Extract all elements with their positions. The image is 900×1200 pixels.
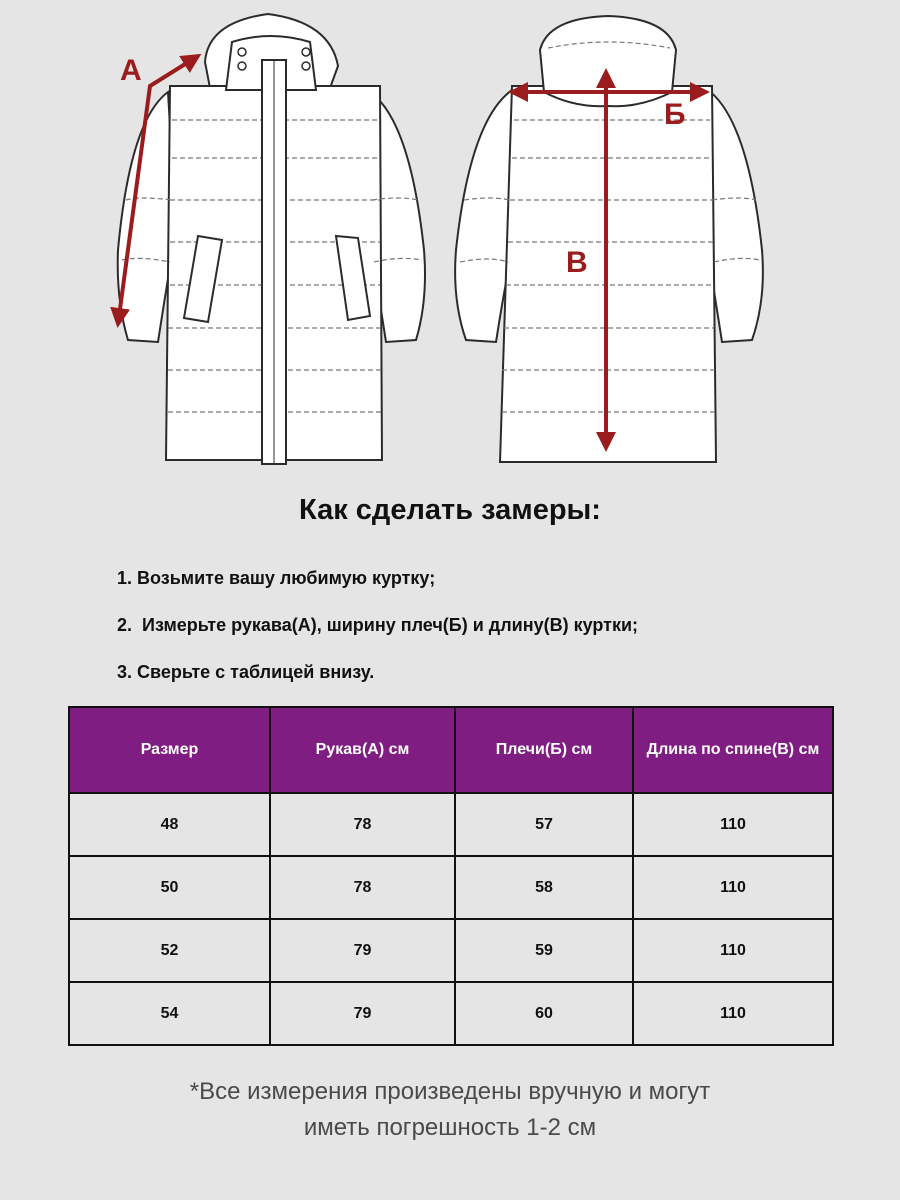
table-cell: 110: [633, 793, 833, 856]
table-row: [69, 919, 833, 982]
disclaimer-line-1: *Все измерения произведены вручную и могут: [189, 1078, 711, 1105]
size-table: [68, 706, 834, 1046]
table-cell: 52: [69, 919, 270, 982]
table-cell: 54: [69, 982, 270, 1045]
table-cell: 78: [270, 856, 455, 919]
table-cell: 48: [69, 793, 270, 856]
table-cell: 79: [270, 919, 455, 982]
measurement-disclaimer: [0, 1074, 900, 1146]
table-cell: 110: [633, 856, 833, 919]
sleeve-label: А: [120, 54, 142, 87]
table-cell: 50: [69, 856, 270, 919]
table-cell: 110: [633, 919, 833, 982]
table-cell: 79: [270, 982, 455, 1045]
table-cell: 60: [455, 982, 633, 1045]
table-row: [69, 793, 833, 856]
header-sleeve: Рукав(А) см: [270, 707, 455, 793]
disclaimer-line-2: иметь погрешность 1-2 см: [303, 1114, 597, 1141]
header-size: Размер: [69, 707, 270, 793]
shoulders-label: Б: [664, 98, 686, 131]
table-row: [69, 856, 833, 919]
table-cell: 57: [455, 793, 633, 856]
table-cell: 59: [455, 919, 633, 982]
jacket-measurement-illustration: [0, 0, 900, 480]
table-row: [69, 982, 833, 1045]
instruction-step: 3. Сверьте с таблицей внизу.: [117, 662, 375, 682]
jacket-back-drawing: [455, 16, 763, 462]
page-title: Как сделать замеры:: [299, 494, 601, 526]
table-cell: 78: [270, 793, 455, 856]
instruction-step: 2. Измерьте рукава(А), ширину плеч(Б) и длину(В) куртки;: [117, 615, 639, 635]
instruction-step: 1. Возьмите вашу любимую куртку;: [117, 568, 436, 588]
table-header-row: [69, 707, 833, 793]
jacket-front-zipper: [262, 60, 286, 464]
instructions-list: [117, 566, 638, 707]
table-cell: 110: [633, 982, 833, 1045]
header-shoulders: Плечи(Б) см: [455, 707, 633, 793]
length-label: В: [566, 246, 588, 279]
table-cell: 58: [455, 856, 633, 919]
header-back-length: Длина по спине(В) см: [633, 707, 833, 793]
